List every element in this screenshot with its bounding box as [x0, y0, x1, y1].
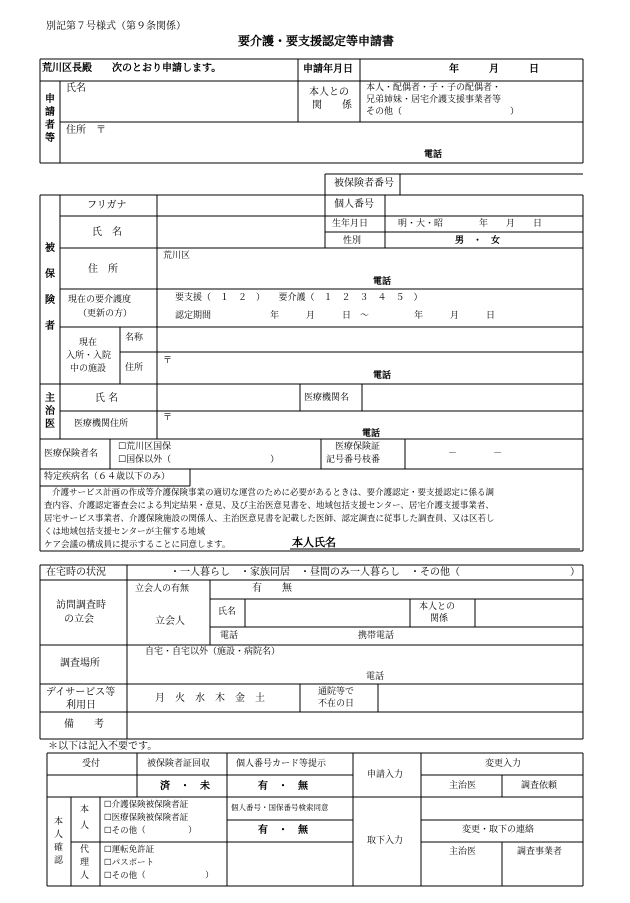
absent-label2: 不在の日 [318, 699, 355, 709]
dayservice-label: デイサービス等 [46, 687, 116, 698]
identity-label-3: 確 [54, 843, 64, 853]
proxy-option-3[interactable]: ☐その他（ ） [104, 871, 214, 881]
card-return-label: 被保険者証回収 [147, 759, 211, 769]
dob-value[interactable]: 明・大・昭 年 月 日 [398, 219, 543, 229]
proxy-label-3: 人 [80, 871, 90, 881]
specific-disease-label: 特定疾病名（６４歳以下のみ） [44, 472, 171, 482]
home-status-value[interactable]: ・一人暮らし ・家族同居 ・昼間のみ一人暮らし ・その他（ ） [170, 567, 580, 578]
insured-name-label: 氏 名 [92, 227, 122, 238]
survey-place-phone: 電話 [366, 672, 385, 682]
attendee-relation-label: 本人との [419, 602, 456, 612]
applicant-address-label: 住所 〒 [66, 125, 106, 136]
consent-line-2: 査内容、介護認定審査会による判定結果・意見、及び主治医意見書を、地域包括支援センター、居宅介護支援事業者、 [44, 501, 494, 511]
self-option-3[interactable]: ☐その他（ ） [104, 826, 197, 836]
identity-label-1: 本 [54, 817, 64, 827]
attendee-mobile-label: 携帯電話 [358, 631, 395, 641]
medical-institution-label: 医療機関名 [304, 393, 350, 403]
visit-label2: の立会 [64, 614, 94, 625]
insured-address-label: 住 所 [88, 264, 118, 275]
doctor-section-2: 治 [45, 406, 55, 417]
facility-label-1: 現在 [79, 338, 98, 348]
proxy-label-1: 代 [80, 845, 90, 855]
doctor-column: 主治医 [449, 781, 477, 791]
relation-option-1[interactable]: 本人・配偶者・子・子の配偶者・ [366, 83, 502, 93]
insured-section-2: 保 [45, 269, 55, 280]
insured-phone-label: 電話 [373, 277, 392, 287]
self-label-2: 人 [80, 821, 90, 831]
survey-place-label: 調査場所 [60, 658, 100, 669]
insurance-cert-label2: 記号番号枝番 [326, 455, 381, 465]
sex-value[interactable]: 男 ・ 女 [455, 236, 501, 246]
facility-address-value[interactable]: 〒 [163, 356, 173, 366]
applicant-relation-label: 本人との [309, 87, 349, 98]
applicant-name-label: 氏名 [66, 83, 86, 94]
self-option-1[interactable]: ☐介護保険被保険者証 [104, 800, 189, 810]
doctor-name-label: 氏 名 [95, 393, 119, 404]
care-level-value[interactable]: 要支援（ １ ２ ） 要介護（ １ ２ ３ ４ ５ ） [175, 293, 423, 303]
medical-insurer-label: 医療保険者名 [44, 449, 99, 459]
consent-line-3: 居宅サービス事業者、介護保険施設の関係人、主治医意見書を記載した医師、認定調査に従事した調査員、又は区若し [44, 514, 495, 524]
insurance-cert-label: 医療保険証 [335, 442, 381, 452]
page-title: 要介護・要支援認定等申請書 [238, 34, 395, 48]
sex-label: 性別 [343, 236, 362, 246]
self-option-2[interactable]: ☐医療保険被保険者証 [104, 813, 189, 823]
care-level-label2: （更新の方） [78, 309, 133, 319]
consent-line-4: くは地域包括支援センターが主催する地域 [44, 527, 206, 537]
search-consent-label: 個人番号・国保番号検索同意 [231, 803, 329, 812]
attendee-name-label: 氏名 [218, 607, 237, 617]
identity-label-4: 認 [54, 856, 64, 866]
doctor-section-1: 主 [45, 393, 55, 404]
insured-section-3: 険 [45, 295, 55, 306]
attendee-phone-label: 電話 [220, 631, 239, 641]
furigana-label: フリガナ [87, 200, 127, 211]
relation-option-3[interactable]: その他（ ） [366, 107, 520, 117]
applicant-section-4: 等 [45, 133, 55, 144]
addressee: 荒川区長殿 次のとおり申請します。 [42, 63, 222, 74]
survey-office-column: 調査事業者 [517, 847, 563, 857]
mynumber-value[interactable]: 有 ・ 無 [258, 781, 308, 792]
applicant-section-3: 者 [45, 120, 55, 131]
proxy-label-2: 理 [80, 858, 90, 868]
survey-request-column: 調査依頼 [521, 781, 558, 791]
insurer-option-other[interactable]: ☐国保以外（ ） [118, 455, 280, 465]
personal-number-label: 個人番号 [334, 199, 374, 210]
form-number: 別記第７号様式（第９条関係） [46, 21, 186, 32]
facility-phone-label: 電話 [373, 371, 392, 381]
attendee-label: 立会人 [155, 616, 185, 627]
consent-line-5: ケア会議の構成員に提示することに同意します。 [44, 540, 231, 550]
absent-label: 通院等で [318, 687, 355, 697]
date-value[interactable]: 年 月 日 [449, 64, 539, 75]
institution-address-value[interactable]: 〒 [163, 413, 173, 423]
period-value[interactable]: 年 月 日 ～ 年 月 日 [270, 311, 496, 321]
insured-address-value[interactable]: 荒川区 [163, 251, 191, 261]
reception-label: 受付 [82, 759, 101, 769]
insurance-cert-value[interactable]: － － [448, 449, 503, 459]
mynumber-label: 個人番号カード等提示 [236, 759, 327, 769]
doctor-phone-label: 電話 [362, 429, 381, 439]
presence-label: 立会人の有無 [135, 584, 190, 594]
applicant-relation-label2: 関 係 [312, 100, 352, 111]
dob-label: 生年月日 [332, 219, 369, 229]
applicant-phone-label: 電話 [424, 150, 443, 160]
consent-line-1: 介護サービス計画の作成等介護保険事業の適切な運営のために必要があるときは、要介護認定・要支援認定に係る調 [52, 488, 495, 498]
insured-number-label: 被保険者番号 [334, 178, 394, 189]
card-return-value[interactable]: 済 ・ 未 [160, 781, 210, 792]
date-label: 申請年月日 [303, 64, 353, 75]
dayservice-label2: 利用日 [66, 700, 96, 711]
home-status-label: 在宅時の状況 [46, 567, 106, 578]
survey-place-value[interactable]: 自宅・自宅以外（施設・病院名） [145, 647, 281, 657]
presence-value[interactable]: 有 無 [252, 583, 292, 594]
apply-input-label: 申請入力 [367, 770, 404, 780]
facility-address-label: 住所 [125, 363, 144, 373]
facility-name-label: 名称 [125, 333, 144, 343]
insured-section-4: 者 [45, 321, 55, 332]
proxy-option-1[interactable]: ☐運転免許証 [104, 845, 155, 855]
insured-section-1: 被 [45, 243, 55, 254]
attendee-relation-label2: 関係 [430, 614, 449, 624]
search-consent-value[interactable]: 有 ・ 無 [258, 825, 308, 836]
identity-label-2: 人 [54, 830, 64, 840]
facility-label-3: 中の施設 [70, 364, 107, 374]
institution-address-label: 医療機関住所 [74, 419, 129, 429]
change-input-label: 変更入力 [485, 759, 522, 769]
facility-label-2: 入所・入院 [66, 351, 112, 361]
doctor-column-2: 主治医 [449, 847, 477, 857]
remarks-label: 備 考 [64, 719, 104, 730]
relation-option-2[interactable]: 兄弟姉妹・居宅介護支援事業者等 [366, 95, 502, 105]
insurer-option-arakawa[interactable]: ☐荒川区国保 [118, 442, 172, 452]
self-label-1: 本 [80, 805, 90, 815]
period-label: 認定期間 [175, 311, 212, 321]
change-withdraw-label: 変更・取下の連絡 [462, 825, 535, 835]
applicant-section-1: 申 [45, 94, 55, 105]
care-level-label: 現在の要介護度 [68, 295, 132, 305]
withdraw-input-label: 取下入力 [367, 836, 404, 846]
doctor-section-3: 医 [45, 419, 55, 430]
dayservice-days[interactable]: 月 火 水 木 金 土 [155, 693, 265, 704]
visit-label: 訪問調査時 [56, 600, 106, 611]
signature-label: 本人氏名 [292, 536, 336, 549]
office-note: ＊以下は記入不要です。 [48, 741, 158, 752]
applicant-section-2: 請 [45, 107, 55, 118]
proxy-option-2[interactable]: ☐パスポート [104, 858, 155, 868]
